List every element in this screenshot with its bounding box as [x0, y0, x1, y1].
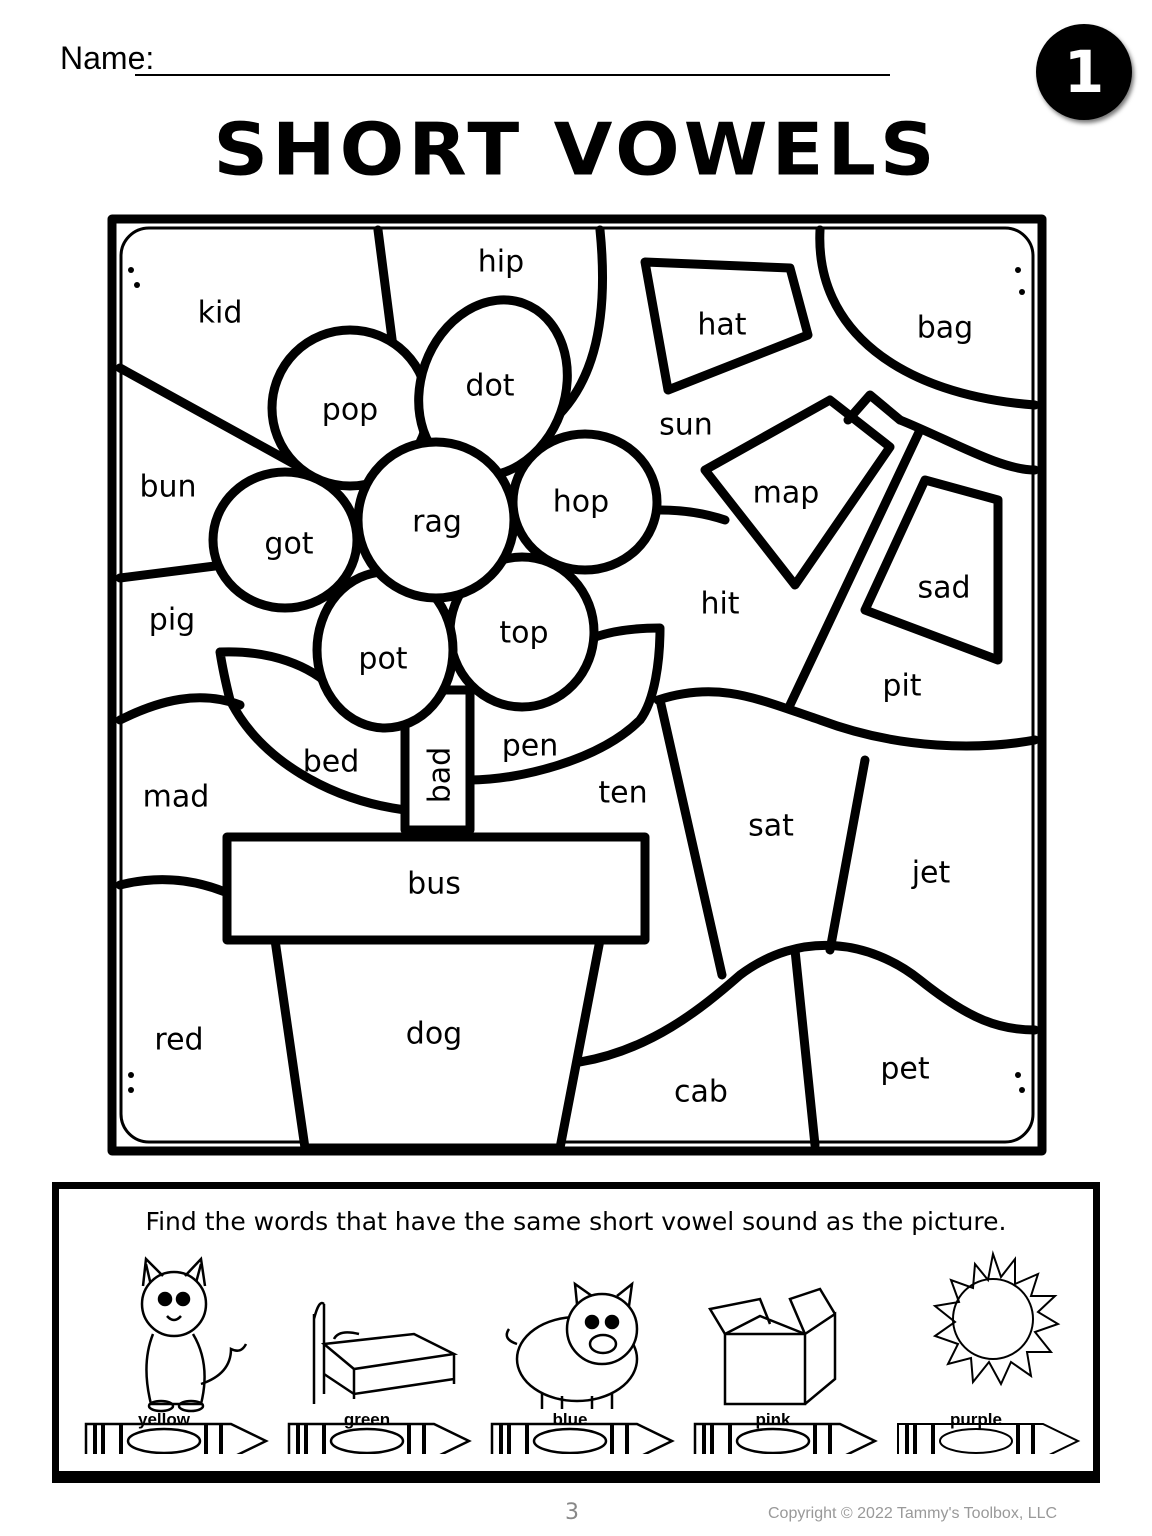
word-region[interactable]: jet [911, 855, 951, 891]
word-region[interactable]: cab [674, 1074, 728, 1110]
crayon-label-purple: purple [950, 1410, 1002, 1429]
word-region[interactable]: bag [916, 310, 974, 346]
color-key-panel [52, 1182, 1100, 1483]
key-item-pink [690, 1244, 890, 1454]
word-region[interactable]: sun [659, 407, 713, 443]
word-region[interactable]: ten [598, 775, 648, 811]
word-region[interactable]: bad [422, 746, 458, 804]
key-item-blue [487, 1244, 687, 1454]
word-region[interactable]: rag [412, 504, 462, 540]
word-region[interactable]: hop [552, 484, 610, 520]
word-region[interactable]: bun [139, 469, 197, 505]
word-region[interactable]: pig [148, 602, 196, 638]
word-region[interactable]: pot [358, 641, 408, 677]
word-region[interactable]: dot [465, 368, 515, 404]
instructions: Find the words that have the same short vowel sound as the picture. [145, 1207, 1007, 1236]
word-region[interactable]: map [752, 475, 820, 511]
word-region[interactable]: pet [880, 1051, 930, 1087]
page-number-badge: 1 [1036, 24, 1132, 120]
crayon-label-blue: blue [552, 1410, 588, 1429]
crayon-label-yellow: yellow [138, 1410, 190, 1429]
word-region[interactable]: pen [501, 728, 559, 764]
word-region[interactable]: got [264, 526, 314, 562]
word-region[interactable]: bus [407, 866, 461, 902]
page-title: SHORT VOWELS [213, 107, 939, 192]
name-label: Name: [60, 40, 155, 76]
crayon-label-green: green [343, 1410, 391, 1429]
key-item-green [284, 1244, 484, 1454]
copyright: Copyright © 2022 Tammy's Toolbox, LLC [768, 1505, 1058, 1522]
word-region[interactable]: kid [197, 295, 243, 331]
word-region[interactable]: top [499, 615, 549, 651]
word-region[interactable]: red [154, 1022, 204, 1058]
page-number: 3 [565, 1500, 579, 1525]
word-region[interactable]: hit [700, 586, 740, 622]
word-region[interactable]: pit [882, 668, 922, 704]
word-region[interactable]: bed [302, 744, 360, 780]
word-region[interactable]: sad [917, 570, 971, 606]
word-region[interactable]: hip [477, 244, 525, 280]
word-region[interactable]: dog [405, 1016, 463, 1052]
crayon-label-pink: pink [755, 1410, 791, 1429]
word-region[interactable]: mad [142, 779, 210, 815]
key-item-purple [893, 1244, 1093, 1454]
key-item-yellow [81, 1244, 281, 1454]
word-region[interactable]: pop [321, 392, 379, 428]
word-region[interactable]: sat [748, 808, 794, 844]
word-region[interactable]: hat [697, 307, 747, 343]
